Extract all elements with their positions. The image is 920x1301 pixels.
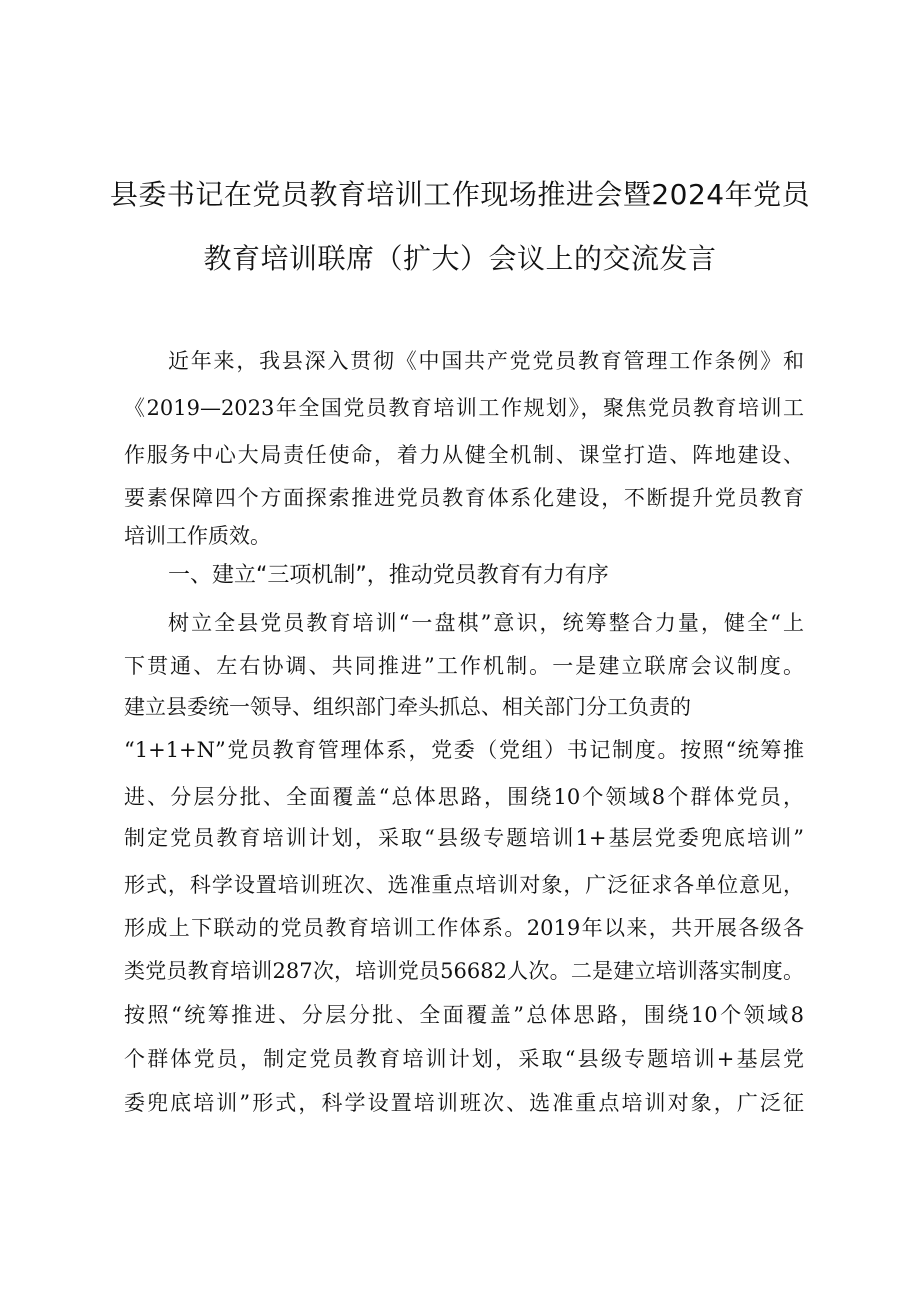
body-text-line: 下贯通、左右协调、共同推进”工作机制。一是建立联席会议制度。	[124, 654, 804, 678]
body-text-line: 建立县委统一领导、组织部门牵头抓总、相关部门分工负责的	[124, 695, 691, 719]
body-text-line: 形式，科学设置培训班次、选准重点培训对象，广泛征求各单位意见，	[124, 873, 804, 897]
document-title-line-2: 教育培训联席（扩大）会议上的交流发言	[203, 242, 717, 275]
body-text-line: 树立全县党员教育培训“一盘棋”意识，统筹整合力量，健全“上	[168, 611, 804, 635]
body-text-line: 委兜底培训”形式，科学设置培训班次、选准重点培训对象，广泛征	[124, 1091, 804, 1115]
body-text-line: 类党员教育培训287次，培训党员56682人次。二是建立培训落实制度。	[124, 959, 804, 983]
section-heading: 一、建立“三项机制”，推动党员教育有力有序	[168, 563, 609, 588]
body-text-line: 个群体党员，制定党员教育培训计划，采取“县级专题培训+基层党	[124, 1047, 804, 1071]
intro-text-line: 《2019—2023年全国党员教育培训工作规划》，聚焦党员教育培训工	[124, 396, 804, 420]
intro-text-line: 作服务中心大局责任使命，着力从健全机制、课堂打造、阵地建设、	[124, 443, 804, 467]
intro-text-line: 近年来，我县深入贯彻《中国共产党党员教育管理工作条例》和	[168, 349, 804, 373]
body-text-line: “1+1+N”党员教育管理体系，党委（党组）书记制度。按照“统筹推	[124, 738, 804, 762]
body-text-line: 进、分层分批、全面覆盖“总体思路，围绕10个领域8个群体党员，	[124, 785, 804, 809]
body-text-line: 按照“统筹推进、分层分批、全面覆盖”总体思路，围绕10个领域8	[124, 1003, 804, 1027]
document-title-line-1: 县委书记在党员教育培训工作现场推进会暨2024年党员	[109, 178, 811, 211]
intro-text-line: 要素保障四个方面探索推进党员教育体系化建设，不断提升党员教育	[124, 486, 804, 510]
body-text-line: 制定党员教育培训计划，采取“县级专题培训1+基层党委兜底培训”	[124, 826, 804, 850]
intro-text-line: 培训工作质效。	[124, 524, 271, 548]
body-text-line: 形成上下联动的党员教育培训工作体系。2019年以来，共开展各级各	[124, 916, 804, 940]
